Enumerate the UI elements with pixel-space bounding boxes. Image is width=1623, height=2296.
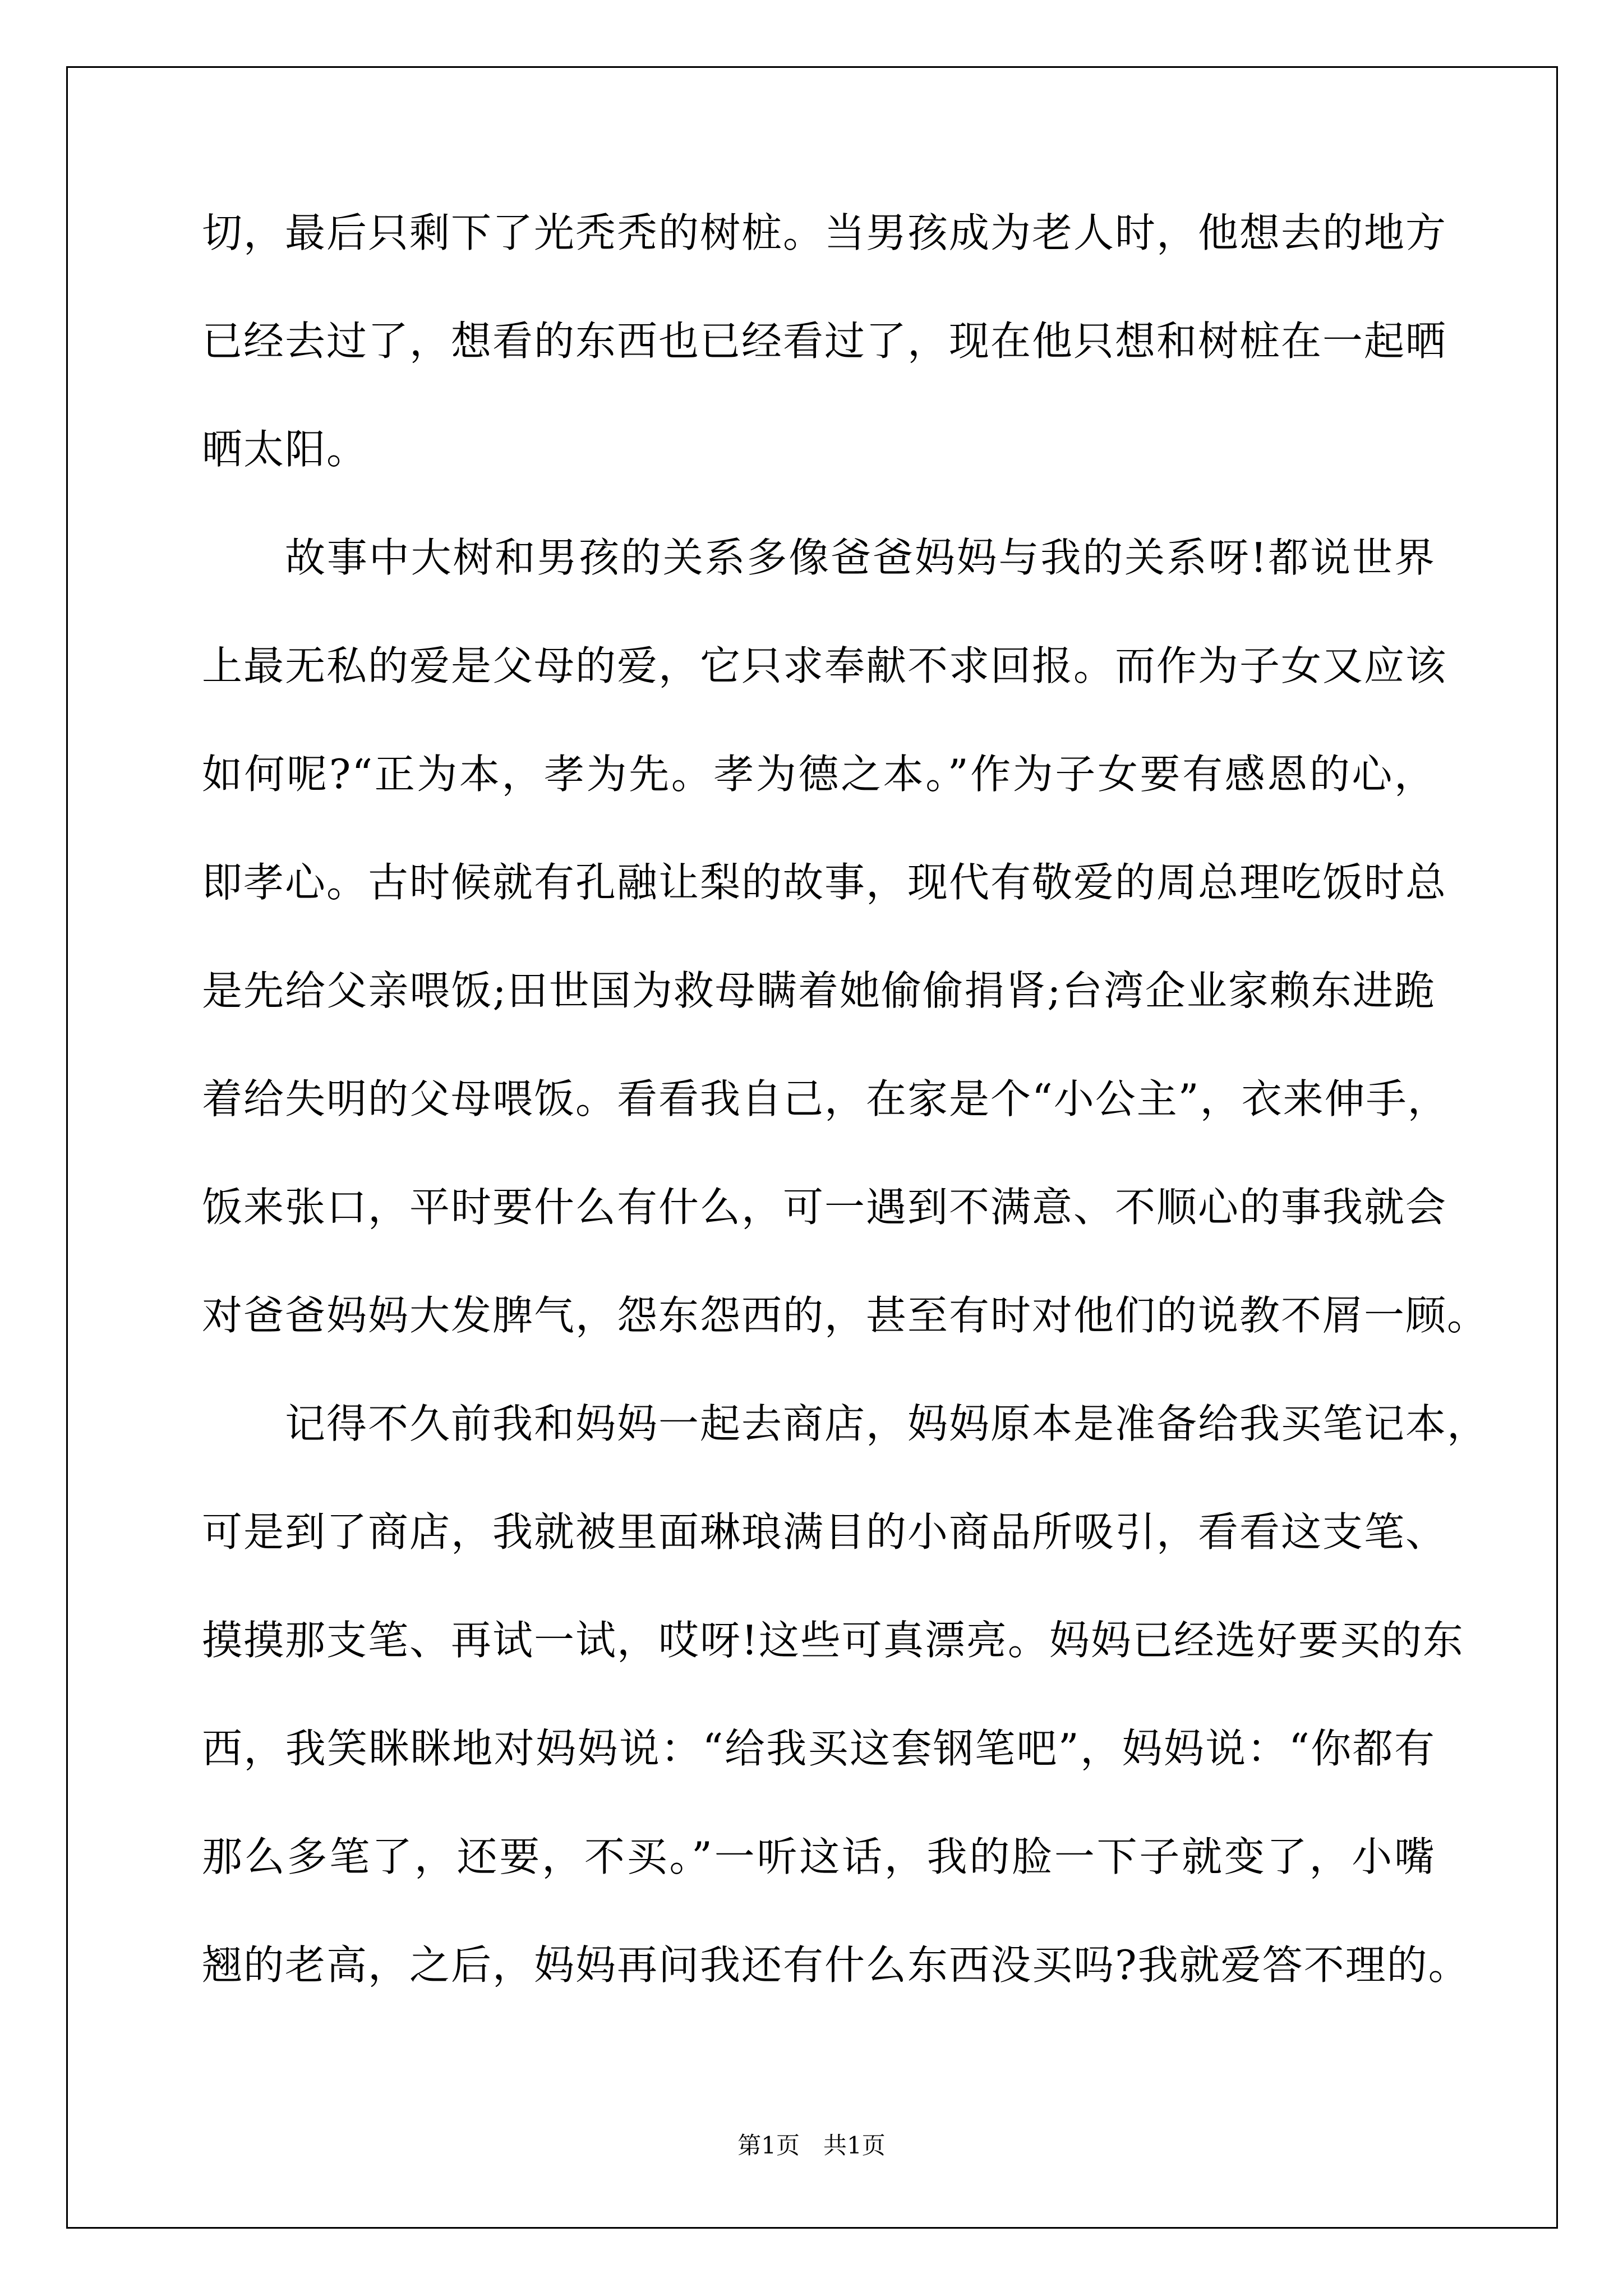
text-line: 如何呢?“正为本，孝为先。孝为德之本。”作为子女要有感恩的心， <box>202 751 1436 798</box>
text-line: 对爸爸妈妈大发脾气，怨东怨西的，甚至有时对他们的说教不屑一顾。 <box>202 1292 1489 1339</box>
text-line: 切，最后只剩下了光秃秃的树桩。当男孩成为老人时，他想去的地方 <box>202 209 1447 256</box>
text-line: 西，我笑眯眯地对妈妈说：“给我买这套钢笔吧”，妈妈说：“你都有 <box>202 1725 1436 1772</box>
text-line: 翘的老高，之后，妈妈再问我还有什么东西没买吗?我就爱答不理的。 <box>202 1941 1470 1989</box>
text-line: 已经去过了，想看的东西也已经看过了，现在他只想和树桩在一起晒 <box>202 318 1447 365</box>
text-line: 饭来张口，平时要什么有什么，可一遇到不满意、不顺心的事我就会 <box>202 1184 1447 1231</box>
text-line: 那么多笔了，还要，不买。”一听这话，我的脸一下子就变了，小嘴 <box>202 1833 1436 1880</box>
text-line: 晒太阳。 <box>202 426 368 473</box>
text-line: 记得不久前我和妈妈一起去商店，妈妈原本是准备给我买笔记本， <box>285 1400 1489 1447</box>
text-line: 故事中大树和男孩的关系多像爸爸妈妈与我的关系呀!都说世界 <box>285 534 1436 581</box>
text-line: 上最无私的爱是父母的爱，它只求奉献不求回报。而作为子女又应该 <box>202 642 1447 689</box>
page-footer: 第1页 共1页 <box>737 2132 886 2159</box>
text-line: 着给失明的父母喂饭。看看我自己，在家是个“小公主”，衣来伸手， <box>202 1075 1449 1122</box>
text-line: 摸摸那支笔、再试一试，哎呀!这些可真漂亮。妈妈已经选好要买的东 <box>202 1617 1464 1664</box>
text-line: 即孝心。古时候就有孔融让梨的故事，现代有敬爱的周总理吃饭时总 <box>202 859 1447 906</box>
text-line: 是先给父亲喂饭;田世国为救母瞒着她偷偷捐肾;台湾企业家赖东进跪 <box>202 967 1436 1014</box>
document-body <box>202 209 1489 2051</box>
text-line: 可是到了商店，我就被里面琳琅满目的小商品所吸引，看看这支笔、 <box>202 1508 1447 1556</box>
